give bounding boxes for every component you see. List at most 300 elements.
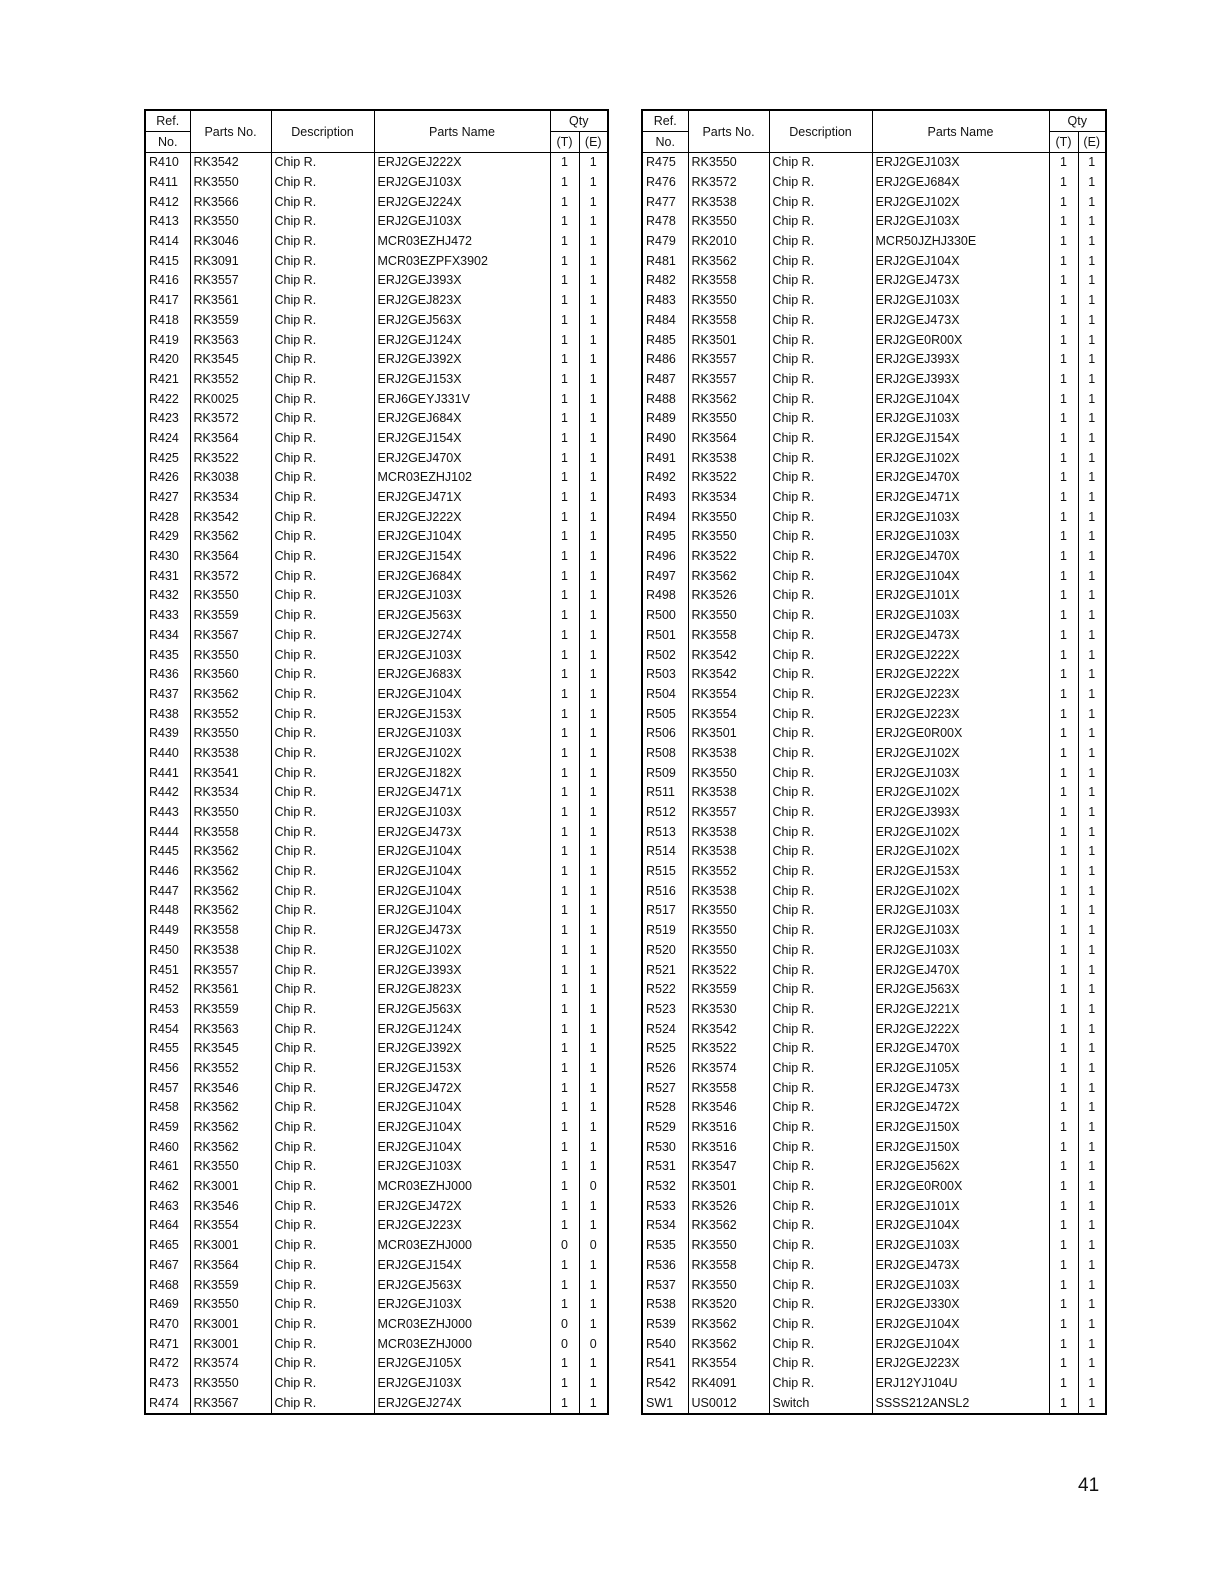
qty-t-cell: 1 (1049, 311, 1078, 331)
qty-e-cell: 1 (1078, 685, 1106, 705)
parts-name-cell: ERJ2GEJ563X (374, 311, 550, 331)
description-cell: Chip R. (769, 389, 872, 409)
ref-no-cell: R514 (642, 842, 688, 862)
qty-e-cell: 1 (579, 1019, 608, 1039)
parts-no-cell: RK3552 (190, 370, 271, 390)
qty-e-cell: 1 (579, 291, 608, 311)
ref-no-cell: R446 (145, 862, 190, 882)
qty-t-cell: 1 (550, 1393, 579, 1414)
qty-e-cell: 1 (1078, 153, 1106, 173)
table-row (145, 173, 608, 193)
qty-t-cell: 1 (1049, 271, 1078, 291)
qty-e-cell: 1 (579, 685, 608, 705)
qty-t-cell: 1 (1049, 1157, 1078, 1177)
qty-t-cell: 1 (550, 389, 579, 409)
ref-no-cell: R533 (642, 1196, 688, 1216)
qty-e-cell: 1 (1078, 1236, 1106, 1256)
description-cell: Chip R. (769, 842, 872, 862)
parts-no-cell: RK3562 (190, 862, 271, 882)
qty-e-cell: 1 (579, 1059, 608, 1079)
table-row (642, 291, 1106, 311)
parts-no-cell: RK3550 (688, 291, 769, 311)
ref-no-cell: R425 (145, 448, 190, 468)
parts-no-cell: RK4091 (688, 1374, 769, 1394)
qty-e-cell: 1 (1078, 1275, 1106, 1295)
parts-no-cell: RK3550 (688, 507, 769, 527)
parts-name-cell: ERJ2GEJ563X (374, 606, 550, 626)
parts-no-cell: RK3558 (688, 311, 769, 331)
qty-e-cell: 1 (1078, 921, 1106, 941)
ref-no-cell: R532 (642, 1177, 688, 1197)
parts-name-cell: ERJ2GEJ102X (872, 192, 1049, 212)
parts-no-cell: RK3557 (688, 370, 769, 390)
parts-name-cell: ERJ2GEJ471X (374, 783, 550, 803)
parts-name-cell: ERJ2GEJ222X (872, 645, 1049, 665)
table-row (642, 527, 1106, 547)
table-row (145, 1216, 608, 1236)
table-row (642, 822, 1106, 842)
ref-no-cell: R486 (642, 350, 688, 370)
parts-name-cell: ERJ2GEJ103X (872, 291, 1049, 311)
parts-name-cell: ERJ2GEJ154X (374, 429, 550, 449)
qty-e-cell: 1 (1078, 566, 1106, 586)
description-cell: Chip R. (271, 1157, 374, 1177)
qty-t-cell: 1 (1049, 1393, 1078, 1414)
parts-no-cell: RK3550 (688, 1236, 769, 1256)
qty-e-cell: 1 (579, 763, 608, 783)
ref-no-cell: R511 (642, 783, 688, 803)
parts-no-cell: RK3562 (190, 685, 271, 705)
qty-e-cell: 1 (1078, 1334, 1106, 1354)
qty-t-cell: 1 (1049, 566, 1078, 586)
parts-no-cell: RK3558 (190, 822, 271, 842)
parts-no-cell: RK3538 (688, 842, 769, 862)
description-cell: Chip R. (271, 251, 374, 271)
table-row (145, 665, 608, 685)
description-cell: Chip R. (271, 1275, 374, 1295)
ref-no-cell: R517 (642, 901, 688, 921)
parts-name-cell: ERJ2GEJ103X (374, 645, 550, 665)
parts-name-cell: ERJ2GEJ563X (374, 1000, 550, 1020)
parts-no-cell: RK3534 (190, 783, 271, 803)
parts-name-cell: ERJ2GEJ103X (872, 507, 1049, 527)
qty-t-cell: 1 (550, 192, 579, 212)
qty-t-cell: 1 (550, 1157, 579, 1177)
ref-no-cell: R420 (145, 350, 190, 370)
table-row (642, 704, 1106, 724)
ref-no-cell: R430 (145, 547, 190, 567)
parts-name-cell: ERJ2GEJ823X (374, 291, 550, 311)
qty-e-cell: 1 (579, 370, 608, 390)
parts-name-cell: ERJ2GEJ223X (374, 1216, 550, 1236)
ref-no-cell: R541 (642, 1354, 688, 1374)
table-row (145, 941, 608, 961)
qty-t-cell: 1 (1049, 1019, 1078, 1039)
description-cell: Chip R. (769, 1059, 872, 1079)
qty-t-cell: 1 (550, 1019, 579, 1039)
parts-no-cell: RK3558 (688, 271, 769, 291)
qty-e-cell: 1 (1078, 586, 1106, 606)
table-row (642, 1393, 1106, 1414)
description-cell: Chip R. (769, 173, 872, 193)
qty-e-cell: 0 (579, 1334, 608, 1354)
parts-name-cell: ERJ2GEJ103X (872, 212, 1049, 232)
qty-t-cell: 1 (1049, 763, 1078, 783)
ref-no-cell: R470 (145, 1315, 190, 1335)
table-row (642, 941, 1106, 961)
qty-e-cell: 1 (1078, 960, 1106, 980)
qty-e-cell: 1 (579, 1039, 608, 1059)
table-row (145, 350, 608, 370)
description-cell: Chip R. (271, 626, 374, 646)
parts-name-cell: MCR03EZHJ472 (374, 232, 550, 252)
parts-no-cell: RK3572 (190, 409, 271, 429)
parts-no-cell: RK3562 (688, 389, 769, 409)
qty-e-cell: 1 (1078, 173, 1106, 193)
qty-e-cell: 1 (579, 645, 608, 665)
description-cell: Chip R. (271, 704, 374, 724)
qty-t-cell: 1 (550, 960, 579, 980)
table-row (145, 507, 608, 527)
parts-name-cell: ERJ2GEJ103X (374, 724, 550, 744)
description-cell: Chip R. (769, 251, 872, 271)
table-row (145, 212, 608, 232)
qty-e-cell: 1 (1078, 1019, 1106, 1039)
ref-no-cell: R473 (145, 1374, 190, 1394)
ref-no-cell: R525 (642, 1039, 688, 1059)
parts-no-cell: RK3558 (688, 626, 769, 646)
qty-t-cell: 1 (1049, 941, 1078, 961)
ref-no-cell: R459 (145, 1118, 190, 1138)
header-qty: Qty (550, 110, 608, 132)
qty-t-cell: 1 (1049, 606, 1078, 626)
qty-e-cell: 1 (1078, 763, 1106, 783)
parts-name-cell: ERJ2GEJ104X (374, 1137, 550, 1157)
parts-no-cell: RK3546 (190, 1196, 271, 1216)
parts-name-cell: ERJ2GEJ473X (872, 271, 1049, 291)
qty-e-cell: 1 (1078, 626, 1106, 646)
qty-t-cell: 1 (550, 1000, 579, 1020)
parts-no-cell: RK3534 (190, 488, 271, 508)
parts-no-cell: RK3567 (190, 626, 271, 646)
parts-name-cell: ERJ2GEJ103X (872, 409, 1049, 429)
ref-no-cell: R484 (642, 311, 688, 331)
qty-t-cell: 1 (550, 291, 579, 311)
ref-no-cell: R535 (642, 1236, 688, 1256)
table-row (145, 488, 608, 508)
qty-t-cell: 1 (550, 744, 579, 764)
header-qty-e: (E) (1078, 132, 1106, 153)
ref-no-cell: R489 (642, 409, 688, 429)
ref-no-cell: R478 (642, 212, 688, 232)
parts-no-cell: RK3545 (190, 350, 271, 370)
table-row (145, 763, 608, 783)
parts-no-cell: RK3545 (190, 1039, 271, 1059)
ref-no-cell: R436 (145, 665, 190, 685)
table-row (145, 1354, 608, 1374)
ref-no-cell: R441 (145, 763, 190, 783)
ref-no-cell: R423 (145, 409, 190, 429)
table-row (145, 921, 608, 941)
qty-t-cell: 1 (550, 547, 579, 567)
parts-no-cell: RK3574 (688, 1059, 769, 1079)
qty-e-cell: 1 (1078, 429, 1106, 449)
description-cell: Chip R. (769, 685, 872, 705)
qty-e-cell: 1 (579, 941, 608, 961)
description-cell: Chip R. (769, 980, 872, 1000)
ref-no-cell: R493 (642, 488, 688, 508)
qty-e-cell: 1 (579, 626, 608, 646)
parts-no-cell: RK3559 (190, 311, 271, 331)
qty-e-cell: 1 (1078, 330, 1106, 350)
parts-name-cell: ERJ2GEJ102X (872, 881, 1049, 901)
parts-name-cell: ERJ2GEJ392X (374, 350, 550, 370)
qty-e-cell: 1 (1078, 251, 1106, 271)
parts-name-cell: ERJ2GEJ154X (872, 429, 1049, 449)
description-cell: Chip R. (271, 527, 374, 547)
parts-name-cell: ERJ2GEJ101X (872, 1196, 1049, 1216)
description-cell: Chip R. (271, 1039, 374, 1059)
parts-name-cell: ERJ2GEJ154X (374, 547, 550, 567)
parts-no-cell: RK3550 (688, 941, 769, 961)
description-cell: Chip R. (271, 350, 374, 370)
qty-e-cell: 1 (1078, 822, 1106, 842)
parts-no-cell: RK3550 (190, 803, 271, 823)
qty-e-cell: 1 (579, 212, 608, 232)
description-cell: Chip R. (271, 173, 374, 193)
table-row (642, 429, 1106, 449)
qty-e-cell: 1 (579, 862, 608, 882)
qty-t-cell: 1 (1049, 803, 1078, 823)
ref-no-cell: R483 (642, 291, 688, 311)
parts-no-cell: RK3558 (688, 1078, 769, 1098)
parts-name-cell: ERJ2GEJ684X (872, 173, 1049, 193)
ref-no-cell: R417 (145, 291, 190, 311)
parts-no-cell: RK3562 (688, 566, 769, 586)
ref-no-cell: R512 (642, 803, 688, 823)
qty-e-cell: 1 (579, 783, 608, 803)
ref-no-cell: SW1 (642, 1393, 688, 1414)
parts-no-cell: RK0025 (190, 389, 271, 409)
description-cell: Chip R. (769, 547, 872, 567)
ref-no-cell: R412 (145, 192, 190, 212)
qty-t-cell: 1 (1049, 685, 1078, 705)
qty-t-cell: 1 (1049, 842, 1078, 862)
description-cell: Chip R. (769, 1177, 872, 1197)
parts-name-cell: ERJ2GEJ393X (872, 350, 1049, 370)
description-cell: Chip R. (271, 744, 374, 764)
qty-t-cell: 1 (1049, 1039, 1078, 1059)
parts-no-cell: RK3542 (688, 645, 769, 665)
parts-name-cell: ERJ2GEJ150X (872, 1137, 1049, 1157)
parts-no-cell: RK3557 (190, 271, 271, 291)
qty-e-cell: 1 (1078, 606, 1106, 626)
ref-no-cell: R452 (145, 980, 190, 1000)
table-row (145, 1196, 608, 1216)
qty-t-cell: 1 (1049, 862, 1078, 882)
qty-t-cell: 1 (550, 980, 579, 1000)
parts-name-cell: MCR03EZHJ102 (374, 468, 550, 488)
qty-t-cell: 1 (550, 921, 579, 941)
description-cell: Chip R. (271, 409, 374, 429)
ref-no-cell: R481 (642, 251, 688, 271)
qty-t-cell: 1 (550, 1137, 579, 1157)
parts-no-cell: RK3572 (190, 566, 271, 586)
ref-no-cell: R531 (642, 1157, 688, 1177)
ref-no-cell: R487 (642, 370, 688, 390)
description-cell: Chip R. (769, 1039, 872, 1059)
qty-e-cell: 1 (579, 1256, 608, 1276)
qty-t-cell: 1 (1049, 626, 1078, 646)
header-parts-no: Parts No. (688, 110, 769, 153)
parts-no-cell: RK3522 (688, 547, 769, 567)
parts-name-cell: ERJ2GEJ102X (374, 744, 550, 764)
description-cell: Chip R. (769, 566, 872, 586)
ref-no-cell: R416 (145, 271, 190, 291)
table-row (145, 606, 608, 626)
qty-t-cell: 1 (1049, 1137, 1078, 1157)
ref-no-cell: R496 (642, 547, 688, 567)
parts-name-cell: MCR03EZPFX3902 (374, 251, 550, 271)
qty-t-cell: 1 (550, 783, 579, 803)
parts-name-cell: ERJ12YJ104U (872, 1374, 1049, 1394)
ref-no-cell: R433 (145, 606, 190, 626)
qty-t-cell: 1 (1049, 881, 1078, 901)
table-row (642, 1078, 1106, 1098)
parts-name-cell: ERJ2GEJ104X (374, 1118, 550, 1138)
parts-no-cell: RK3564 (688, 429, 769, 449)
parts-name-cell: ERJ2GEJ684X (374, 409, 550, 429)
description-cell: Chip R. (769, 212, 872, 232)
ref-no-cell: R542 (642, 1374, 688, 1394)
ref-no-cell: R467 (145, 1256, 190, 1276)
qty-t-cell: 1 (1049, 586, 1078, 606)
qty-e-cell: 1 (579, 921, 608, 941)
qty-e-cell: 1 (579, 429, 608, 449)
ref-no-cell: R410 (145, 153, 190, 173)
description-cell: Chip R. (769, 429, 872, 449)
page-number: 41 (1078, 1475, 1100, 1496)
qty-e-cell: 1 (1078, 1216, 1106, 1236)
qty-e-cell: 1 (579, 1157, 608, 1177)
ref-no-cell: R447 (145, 881, 190, 901)
description-cell: Chip R. (769, 941, 872, 961)
parts-name-cell: ERJ2GEJ103X (872, 901, 1049, 921)
qty-t-cell: 1 (1049, 744, 1078, 764)
qty-e-cell: 1 (1078, 842, 1106, 862)
parts-no-cell: RK3538 (190, 744, 271, 764)
parts-no-cell: RK3501 (688, 1177, 769, 1197)
parts-no-cell: RK3542 (688, 665, 769, 685)
table-row (642, 547, 1106, 567)
table-row (145, 626, 608, 646)
description-cell: Chip R. (271, 901, 374, 921)
parts-no-cell: RK3559 (688, 980, 769, 1000)
parts-name-cell: ERJ2GEJ103X (872, 941, 1049, 961)
parts-no-cell: RK3538 (688, 783, 769, 803)
parts-name-cell: ERJ2GEJ101X (872, 586, 1049, 606)
table-row (642, 350, 1106, 370)
description-cell: Chip R. (271, 921, 374, 941)
ref-no-cell: R516 (642, 881, 688, 901)
table-row (642, 212, 1106, 232)
description-cell: Chip R. (769, 350, 872, 370)
qty-e-cell: 1 (579, 153, 608, 173)
table-row (642, 606, 1106, 626)
ref-no-cell: R442 (145, 783, 190, 803)
parts-name-cell: ERJ2GEJ103X (374, 212, 550, 232)
description-cell: Chip R. (271, 1000, 374, 1020)
ref-no-cell: R464 (145, 1216, 190, 1236)
qty-t-cell: 1 (1049, 153, 1078, 173)
description-cell: Chip R. (271, 547, 374, 567)
qty-t-cell: 0 (550, 1236, 579, 1256)
table-row (642, 1137, 1106, 1157)
parts-no-cell: RK3550 (688, 763, 769, 783)
parts-no-cell: RK3562 (190, 842, 271, 862)
parts-name-cell: ERJ2GEJ104X (374, 862, 550, 882)
parts-name-cell: ERJ2GEJ223X (872, 685, 1049, 705)
parts-name-cell: ERJ2GE0R00X (872, 1177, 1049, 1197)
qty-t-cell: 1 (1049, 232, 1078, 252)
parts-name-cell: ERJ2GEJ103X (374, 1295, 550, 1315)
table-row (145, 881, 608, 901)
qty-e-cell: 1 (1078, 212, 1106, 232)
parts-no-cell: RK3550 (190, 586, 271, 606)
qty-e-cell: 1 (579, 1137, 608, 1157)
parts-no-cell: RK3561 (190, 291, 271, 311)
parts-name-cell: ERJ2GEJ104X (374, 527, 550, 547)
qty-t-cell: 1 (550, 350, 579, 370)
qty-t-cell: 1 (550, 409, 579, 429)
header-parts-name: Parts Name (374, 110, 550, 153)
table-row (145, 330, 608, 350)
qty-t-cell: 1 (1049, 921, 1078, 941)
table-row (145, 980, 608, 1000)
qty-t-cell: 1 (1049, 547, 1078, 567)
parts-name-cell: ERJ2GEJ104X (872, 566, 1049, 586)
qty-e-cell: 1 (1078, 311, 1106, 331)
ref-no-cell: R520 (642, 941, 688, 961)
parts-no-cell: RK3562 (688, 1216, 769, 1236)
header-qty-t: (T) (1049, 132, 1078, 153)
qty-e-cell: 1 (1078, 980, 1106, 1000)
table-row (145, 1393, 608, 1414)
table-row (642, 251, 1106, 271)
parts-name-cell: ERJ2GEJ182X (374, 763, 550, 783)
qty-t-cell: 0 (550, 1315, 579, 1335)
table-row (642, 1000, 1106, 1020)
header-description: Description (769, 110, 872, 153)
description-cell: Chip R. (769, 1216, 872, 1236)
qty-e-cell: 1 (579, 665, 608, 685)
ref-no-cell: R429 (145, 527, 190, 547)
table-row (145, 1256, 608, 1276)
qty-e-cell: 1 (579, 330, 608, 350)
header-description: Description (271, 110, 374, 153)
description-cell: Chip R. (271, 1374, 374, 1394)
parts-no-cell: RK3554 (190, 1216, 271, 1236)
description-cell: Chip R. (769, 724, 872, 744)
description-cell: Chip R. (271, 468, 374, 488)
description-cell: Chip R. (271, 783, 374, 803)
qty-e-cell: 1 (1078, 783, 1106, 803)
parts-name-cell: ERJ2GEJ103X (374, 173, 550, 193)
qty-t-cell: 1 (1049, 409, 1078, 429)
qty-e-cell: 1 (579, 1118, 608, 1138)
qty-e-cell: 1 (1078, 370, 1106, 390)
qty-t-cell: 1 (1049, 468, 1078, 488)
